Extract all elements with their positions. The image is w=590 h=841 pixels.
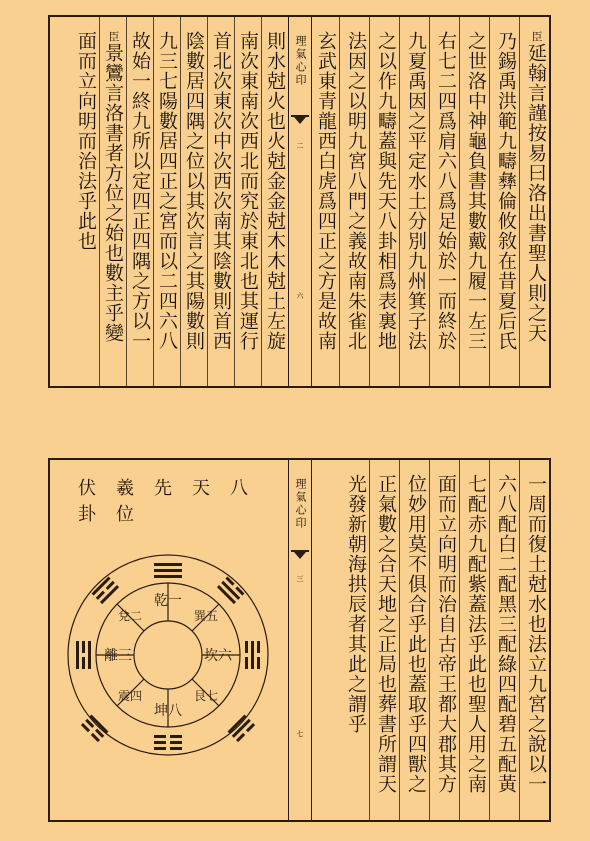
text-column: 南次東南次西北而究於東北也其運行 <box>234 17 261 386</box>
text-column: 之世洛中神龜負書其數戴九履一左三 <box>459 17 489 386</box>
text-column: 七配赤九配紫蓋法乎此也聖人用之南 <box>459 460 489 820</box>
trigram-line <box>154 575 182 578</box>
text-column: 陰數居四隅之位以其次言之其陽數則 <box>180 17 207 386</box>
text-column: 九夏禹因之平定水土分別九州箕子法 <box>399 17 429 386</box>
text-column: 正氣數之合天地之正局也葬書所謂天 <box>369 460 399 820</box>
trigram-line <box>170 741 182 744</box>
text-column: 玄武東青龍西白虎爲四正之方是故南 <box>315 31 337 351</box>
trigram-label-northwest: 艮七 <box>193 689 219 703</box>
trigram-line <box>170 735 182 738</box>
diagram-panel <box>50 460 288 820</box>
text-column: 面而立向明而治法乎此也 <box>75 31 97 251</box>
text-column: 六八配白二配黑三配綠四配碧五配黃 <box>489 460 519 820</box>
diagram-title: 伏羲先天八卦位 <box>78 478 268 525</box>
spine-number: 七 <box>296 730 304 737</box>
text-column: 光發新朝海拱辰者其此之謂乎 <box>345 474 367 734</box>
trigram-line <box>257 641 260 653</box>
top-right-text-block <box>310 17 549 386</box>
inner-ring <box>134 621 202 689</box>
trigram-line <box>88 641 91 669</box>
top-page <box>48 15 551 388</box>
fishtail-mark <box>291 550 309 566</box>
text-column: 一周而復土尅水也法立九宮之說以一 <box>519 460 549 820</box>
trigram-line <box>170 747 182 750</box>
fishtail-mark <box>291 115 309 131</box>
bottom-page <box>48 458 551 822</box>
text-column: 九三七陽數居四正之宮而以二四六八 <box>153 17 180 386</box>
trigram-label-southeast: 兌二 <box>117 609 143 623</box>
text-column: 之以作九疇蓋與先天八卦相爲表裏地 <box>369 17 399 386</box>
trigram-label-west: 坎六 <box>204 648 232 664</box>
spine-number: 三 <box>296 575 304 582</box>
trigram-line <box>245 657 248 669</box>
top-spine <box>288 17 312 386</box>
text-column: 位妙用莫不俱合乎此也蓋取乎四獸之 <box>399 460 429 820</box>
text-column: 法因之以明九宮八門之義故南朱雀北 <box>339 17 369 386</box>
bottom-text-block <box>310 460 549 820</box>
text-column: 則水尅火也火尅金金尅木木尅土左旋 <box>261 17 288 386</box>
text-column: 乃錫禹洪範九疇彝倫攸敘在昔夏后氏 <box>489 17 519 386</box>
trigram-line <box>154 563 182 566</box>
spine-title: 理氣心印 <box>294 35 307 87</box>
text-column: 臣景鸞言洛書者方位之始也數主乎變 <box>99 17 126 386</box>
trigram-label-southwest: 巽五 <box>193 609 219 623</box>
trigram-line <box>82 641 85 653</box>
trigram-line <box>154 569 182 572</box>
text-column: 面而立向明而治自古帝王都大郡其方 <box>429 460 459 820</box>
spine-number: 二 <box>296 142 304 149</box>
trigram-line <box>257 657 260 669</box>
trigram-line <box>251 641 254 669</box>
bottom-spine <box>288 460 312 820</box>
trigram-line <box>245 641 248 653</box>
trigram-line <box>82 657 85 669</box>
text-column: 故始一終九所以定四正四隅之方以一 <box>126 17 153 386</box>
bagua-diagram <box>50 515 288 815</box>
text-column: 臣延翰言謹按易曰洛出書聖人則之天 <box>519 17 549 386</box>
trigram-line <box>154 741 166 744</box>
spine-number: 六 <box>296 292 304 299</box>
trigram-line <box>154 735 166 738</box>
text-column: 首北次東次中次西次南其陰數則首西 <box>207 17 234 386</box>
trigram-line <box>76 641 79 669</box>
spine-title: 理氣心印 <box>294 478 307 530</box>
trigram-label-north: 坤八 <box>154 703 182 719</box>
top-left-text-block <box>50 17 288 386</box>
trigram-label-northeast: 震四 <box>117 689 143 703</box>
text-column: 右七二四爲肩六八爲足始於一而終於 <box>429 17 459 386</box>
trigram-line <box>154 747 166 750</box>
trigram-label-south: 乾一 <box>154 593 182 609</box>
trigram-label-east: 離三 <box>104 648 132 664</box>
